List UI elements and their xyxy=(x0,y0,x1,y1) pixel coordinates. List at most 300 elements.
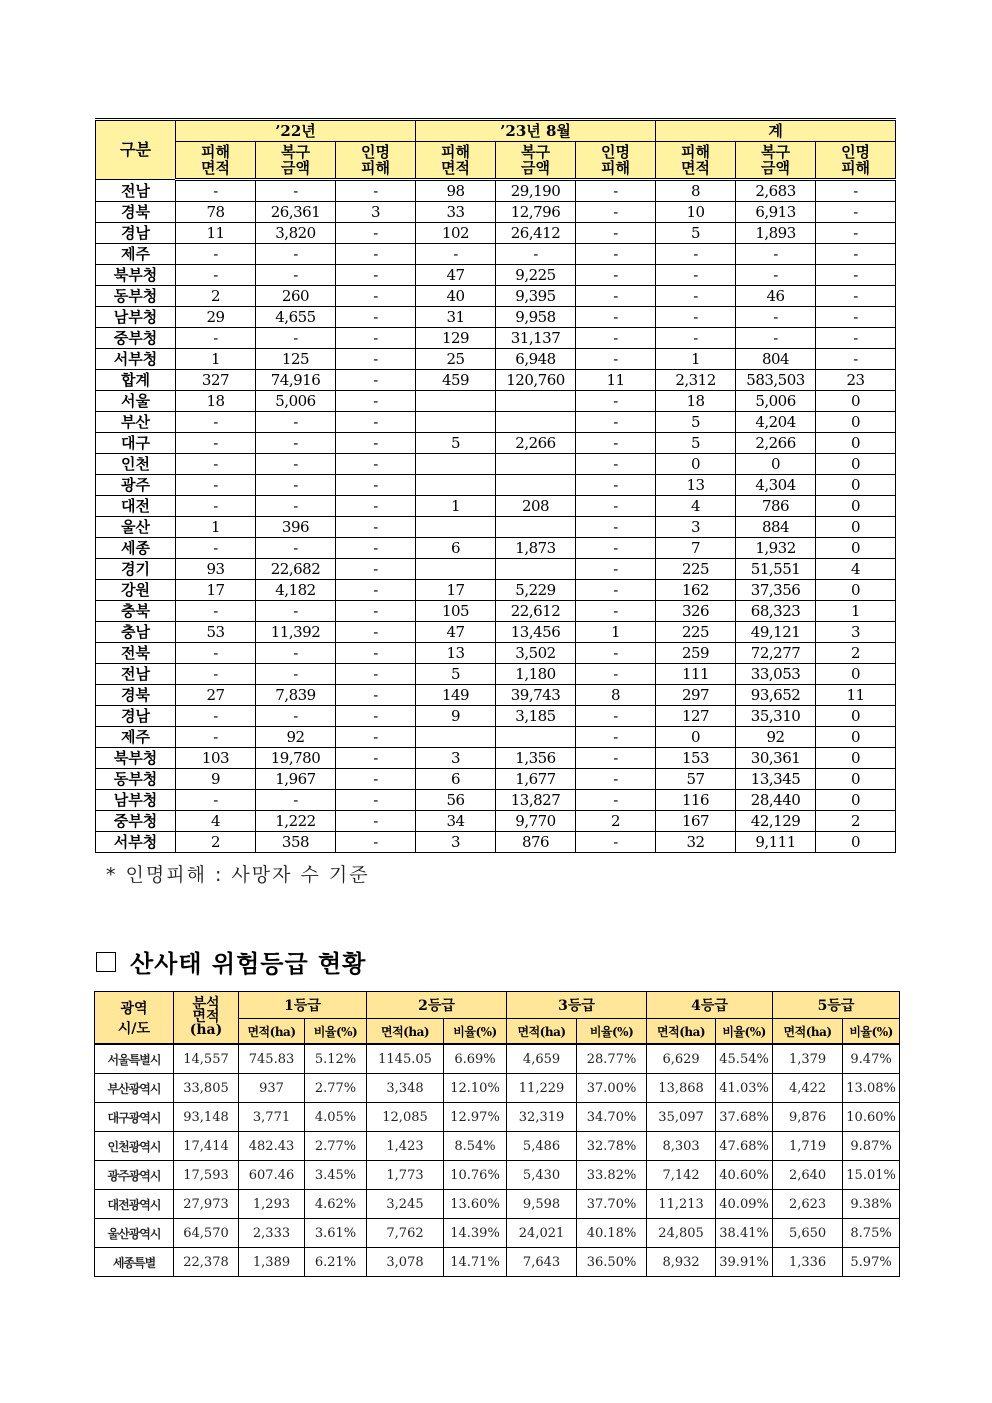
value-cell: - xyxy=(576,769,656,790)
value-cell: - xyxy=(336,685,416,706)
value-cell: 31,137 xyxy=(496,328,576,349)
value-cell: 6,913 xyxy=(736,202,816,223)
value-cell: 28,440 xyxy=(736,790,816,811)
table-row xyxy=(96,475,896,496)
grade-area-cell: 1,336 xyxy=(773,1248,843,1277)
value-cell: 4 xyxy=(656,496,736,517)
value-cell: - xyxy=(176,180,256,202)
value-cell: - xyxy=(336,180,416,202)
value-cell: 1 xyxy=(656,349,736,370)
landslide-damage-table xyxy=(95,118,896,853)
grade-area-cell: 7,142 xyxy=(647,1161,716,1190)
value-cell xyxy=(416,391,496,412)
value-cell: - xyxy=(176,496,256,517)
value-cell: 9,395 xyxy=(496,286,576,307)
grade-ratio-cell: 8.75% xyxy=(843,1219,900,1248)
value-cell: 0 xyxy=(816,790,896,811)
region-cell: 제주 xyxy=(96,244,176,265)
city-cell: 광주광역시 xyxy=(95,1161,174,1190)
value-cell: - xyxy=(256,706,336,727)
subheader-cell xyxy=(576,142,656,180)
value-cell: - xyxy=(176,727,256,748)
value-cell xyxy=(496,727,576,748)
grade-area-cell: 35,097 xyxy=(647,1103,716,1132)
subheader-line1: 복구 xyxy=(281,143,310,161)
value-cell: 26,412 xyxy=(496,223,576,244)
grade-area-cell: 1,379 xyxy=(773,1044,843,1074)
value-cell: 12,796 xyxy=(496,202,576,223)
value-cell: 260 xyxy=(256,286,336,307)
table-row xyxy=(96,244,896,265)
grade-ratio-cell: 34.70% xyxy=(577,1103,647,1132)
value-cell: 1 xyxy=(416,496,496,517)
ratio-subheader: 비율(%) xyxy=(444,1019,507,1045)
value-cell: 396 xyxy=(256,517,336,538)
value-cell: - xyxy=(256,790,336,811)
value-cell: 11 xyxy=(816,685,896,706)
value-cell: 127 xyxy=(656,706,736,727)
analysis-area-cell: 33,805 xyxy=(174,1074,239,1103)
grade-area-cell: 607.46 xyxy=(239,1161,305,1190)
value-cell: - xyxy=(336,748,416,769)
value-cell: - xyxy=(176,475,256,496)
subheader-line1: 복구 xyxy=(521,143,550,161)
value-cell: - xyxy=(336,412,416,433)
analysis-area-cell: 22,378 xyxy=(174,1248,239,1277)
value-cell: 1 xyxy=(816,601,896,622)
table-row xyxy=(96,727,896,748)
value-cell: 125 xyxy=(256,349,336,370)
subheader-line2: 금액 xyxy=(281,159,310,177)
value-cell: - xyxy=(336,622,416,643)
analysis-area-cell: 14,557 xyxy=(174,1044,239,1074)
grade-ratio-cell: 10.76% xyxy=(444,1161,507,1190)
value-cell: - xyxy=(416,244,496,265)
value-cell: 120,760 xyxy=(496,370,576,391)
table-row xyxy=(96,307,896,328)
value-cell: - xyxy=(256,643,336,664)
grade-area-cell: 24,021 xyxy=(507,1219,577,1248)
value-cell: 22,612 xyxy=(496,601,576,622)
subheader-line1: 인명 xyxy=(841,143,871,161)
value-cell: 56 xyxy=(416,790,496,811)
value-cell: - xyxy=(336,349,416,370)
region-cell: 서부청 xyxy=(96,349,176,370)
value-cell: 7 xyxy=(656,538,736,559)
value-cell: 27 xyxy=(176,685,256,706)
value-cell: 5,006 xyxy=(256,391,336,412)
grade-area-cell: 6,629 xyxy=(647,1044,716,1074)
value-cell xyxy=(416,559,496,580)
value-cell xyxy=(496,454,576,475)
region-cell: 강원 xyxy=(96,580,176,601)
region-cell: 동부청 xyxy=(96,286,176,307)
value-cell: 5,006 xyxy=(736,391,816,412)
table-row xyxy=(95,1074,900,1103)
value-cell: 1,932 xyxy=(736,538,816,559)
value-cell: 11 xyxy=(176,223,256,244)
value-cell: - xyxy=(736,244,816,265)
subheader-cell xyxy=(656,142,736,180)
value-cell: 102 xyxy=(416,223,496,244)
value-cell: - xyxy=(576,180,656,202)
value-cell: 2,683 xyxy=(736,180,816,202)
value-cell xyxy=(416,727,496,748)
grade-ratio-cell: 47.68% xyxy=(716,1132,773,1161)
grade-area-cell: 8,303 xyxy=(647,1132,716,1161)
value-cell: - xyxy=(736,307,816,328)
value-cell: 583,503 xyxy=(736,370,816,391)
value-cell: - xyxy=(176,601,256,622)
table-row xyxy=(96,601,896,622)
value-cell: - xyxy=(576,496,656,517)
value-cell: 9,225 xyxy=(496,265,576,286)
value-cell: 5 xyxy=(416,664,496,685)
value-cell: - xyxy=(576,727,656,748)
grade-area-cell: 2,640 xyxy=(773,1161,843,1190)
value-cell: 208 xyxy=(496,496,576,517)
value-cell: - xyxy=(336,832,416,853)
value-cell: 32 xyxy=(656,832,736,853)
value-cell: - xyxy=(576,559,656,580)
value-cell: - xyxy=(656,307,736,328)
subheader-line1: 인명 xyxy=(361,143,390,161)
value-cell: 1,180 xyxy=(496,664,576,685)
value-cell: - xyxy=(656,244,736,265)
area-header-line3: (ha) xyxy=(189,1022,223,1038)
grade-area-cell: 3,771 xyxy=(239,1103,305,1132)
value-cell: 2 xyxy=(816,643,896,664)
grade-area-cell: 8,932 xyxy=(647,1248,716,1277)
city-cell: 울산광역시 xyxy=(95,1219,174,1248)
value-cell: - xyxy=(576,601,656,622)
grade-area-cell: 24,805 xyxy=(647,1219,716,1248)
value-cell: - xyxy=(256,180,336,202)
table-row xyxy=(96,832,896,853)
grade-ratio-cell: 8.54% xyxy=(444,1132,507,1161)
table-row xyxy=(96,180,896,202)
region-cell: 동부청 xyxy=(96,769,176,790)
group-2022: ’22년 xyxy=(176,120,416,142)
value-cell: 47 xyxy=(416,622,496,643)
value-cell: - xyxy=(176,433,256,454)
value-cell: 37,356 xyxy=(736,580,816,601)
value-cell: 39,743 xyxy=(496,685,576,706)
analysis-area-cell: 93,148 xyxy=(174,1103,239,1132)
value-cell: - xyxy=(576,202,656,223)
value-cell: - xyxy=(336,706,416,727)
value-cell: - xyxy=(336,601,416,622)
table-row xyxy=(96,328,896,349)
value-cell: 111 xyxy=(656,664,736,685)
value-cell: - xyxy=(576,328,656,349)
value-cell: - xyxy=(576,265,656,286)
grade-area-cell: 3,245 xyxy=(367,1190,444,1219)
grade-ratio-cell: 37.68% xyxy=(716,1103,773,1132)
value-cell: 17 xyxy=(176,580,256,601)
city-cell: 인천광역시 xyxy=(95,1132,174,1161)
value-cell: - xyxy=(336,328,416,349)
grade-ratio-cell: 3.61% xyxy=(305,1219,367,1248)
total-row xyxy=(96,370,896,391)
value-cell: - xyxy=(816,349,896,370)
region-cell: 남부청 xyxy=(96,307,176,328)
region-cell: 인천 xyxy=(96,454,176,475)
value-cell: 4 xyxy=(176,811,256,832)
value-cell: 13,456 xyxy=(496,622,576,643)
table-row xyxy=(96,265,896,286)
region-cell: 경남 xyxy=(96,223,176,244)
grade-ratio-cell: 4.05% xyxy=(305,1103,367,1132)
value-cell: 93,652 xyxy=(736,685,816,706)
value-cell: - xyxy=(336,517,416,538)
region-cell: 부산 xyxy=(96,412,176,433)
value-cell: - xyxy=(336,286,416,307)
value-cell: - xyxy=(816,180,896,202)
value-cell: 35,310 xyxy=(736,706,816,727)
grade-ratio-cell: 13.08% xyxy=(843,1074,900,1103)
table-row xyxy=(96,811,896,832)
subheader-line2: 면적 xyxy=(441,159,470,177)
damage-header-row-sub xyxy=(96,142,896,180)
table-row xyxy=(96,517,896,538)
grade-area-cell: 5,430 xyxy=(507,1161,577,1190)
value-cell: 105 xyxy=(416,601,496,622)
grade-1-header: 1등급 xyxy=(239,992,367,1019)
value-cell xyxy=(416,475,496,496)
grade-ratio-cell: 36.50% xyxy=(577,1248,647,1277)
value-cell: 162 xyxy=(656,580,736,601)
grade-area-cell: 3,078 xyxy=(367,1248,444,1277)
value-cell: - xyxy=(576,244,656,265)
table-row xyxy=(96,706,896,727)
value-cell xyxy=(496,412,576,433)
grade-ratio-cell: 12.97% xyxy=(444,1103,507,1132)
value-cell: - xyxy=(576,349,656,370)
value-cell: - xyxy=(176,706,256,727)
value-cell: - xyxy=(256,601,336,622)
value-cell: - xyxy=(576,412,656,433)
value-cell: 4 xyxy=(816,559,896,580)
value-cell: 9,958 xyxy=(496,307,576,328)
value-cell: - xyxy=(256,454,336,475)
value-cell xyxy=(416,454,496,475)
subheader-cell xyxy=(416,142,496,180)
grade-ratio-cell: 9.87% xyxy=(843,1132,900,1161)
value-cell: 72,277 xyxy=(736,643,816,664)
grade-ratio-cell: 41.03% xyxy=(716,1074,773,1103)
region-cell: 경북 xyxy=(96,685,176,706)
value-cell: 1,873 xyxy=(496,538,576,559)
value-cell: 47 xyxy=(416,265,496,286)
subheader-line2: 금액 xyxy=(761,159,791,177)
value-cell: 259 xyxy=(656,643,736,664)
grade-4-header: 4등급 xyxy=(647,992,773,1019)
value-cell xyxy=(416,517,496,538)
value-cell: 3 xyxy=(416,748,496,769)
table-row xyxy=(96,496,896,517)
grade-area-cell: 12,085 xyxy=(367,1103,444,1132)
value-cell: 0 xyxy=(816,433,896,454)
region-cell: 충남 xyxy=(96,622,176,643)
subheader-line2: 피해 xyxy=(841,159,871,177)
grade-ratio-cell: 32.78% xyxy=(577,1132,647,1161)
region-cell: 합계 xyxy=(96,370,176,391)
table-row xyxy=(96,286,896,307)
value-cell: 42,129 xyxy=(736,811,816,832)
value-cell: 92 xyxy=(736,727,816,748)
value-cell: 11 xyxy=(576,370,656,391)
value-cell xyxy=(496,559,576,580)
value-cell: - xyxy=(576,517,656,538)
region-cell: 울산 xyxy=(96,517,176,538)
value-cell: 40 xyxy=(416,286,496,307)
value-cell: - xyxy=(336,580,416,601)
value-cell: - xyxy=(336,727,416,748)
group-total: 계 xyxy=(656,120,896,142)
value-cell: - xyxy=(256,475,336,496)
value-cell: 13,827 xyxy=(496,790,576,811)
table-row xyxy=(95,1161,900,1190)
value-cell: 33 xyxy=(416,202,496,223)
value-cell: - xyxy=(656,328,736,349)
damage-header-row-groups xyxy=(96,120,896,142)
value-cell: - xyxy=(576,307,656,328)
value-cell: 26,361 xyxy=(256,202,336,223)
value-cell: 1,222 xyxy=(256,811,336,832)
value-cell: 0 xyxy=(816,832,896,853)
grade-ratio-cell: 13.60% xyxy=(444,1190,507,1219)
subheader-line1: 피해 xyxy=(681,143,711,161)
grade-ratio-cell: 40.09% xyxy=(716,1190,773,1219)
value-cell: - xyxy=(336,223,416,244)
value-cell: 116 xyxy=(656,790,736,811)
region-cell: 경북 xyxy=(96,202,176,223)
value-cell: - xyxy=(816,244,896,265)
region-cell: 북부청 xyxy=(96,748,176,769)
grade-ratio-cell: 9.47% xyxy=(843,1044,900,1074)
value-cell: - xyxy=(336,664,416,685)
table-row xyxy=(95,1044,900,1074)
city-cell: 서울특별시 xyxy=(95,1044,174,1074)
value-cell: - xyxy=(176,454,256,475)
value-cell: 0 xyxy=(816,517,896,538)
value-cell: 19,780 xyxy=(256,748,336,769)
grade-ratio-cell: 3.45% xyxy=(305,1161,367,1190)
value-cell: 74,916 xyxy=(256,370,336,391)
area-subheader: 면적(ha) xyxy=(507,1019,577,1045)
value-cell: 3 xyxy=(816,622,896,643)
value-cell: 8 xyxy=(576,685,656,706)
value-cell: - xyxy=(336,370,416,391)
grade-ratio-cell: 2.77% xyxy=(305,1074,367,1103)
value-cell xyxy=(496,517,576,538)
grade-ratio-cell: 40.60% xyxy=(716,1161,773,1190)
grade-ratio-cell: 40.18% xyxy=(577,1219,647,1248)
grade-area-cell: 1,389 xyxy=(239,1248,305,1277)
table-row xyxy=(96,622,896,643)
region-cell: 중부청 xyxy=(96,328,176,349)
landslide-risk-grade-table xyxy=(94,991,900,1277)
value-cell: 0 xyxy=(816,748,896,769)
value-cell: 18 xyxy=(176,391,256,412)
grade-area-cell: 1,423 xyxy=(367,1132,444,1161)
city-cell: 대구광역시 xyxy=(95,1103,174,1132)
value-cell: 5 xyxy=(416,433,496,454)
value-cell: - xyxy=(576,706,656,727)
value-cell: 1 xyxy=(176,517,256,538)
value-cell: 13 xyxy=(656,475,736,496)
region-cell: 중부청 xyxy=(96,811,176,832)
value-cell: 103 xyxy=(176,748,256,769)
region-cell: 세종 xyxy=(96,538,176,559)
grade-area-cell: 11,213 xyxy=(647,1190,716,1219)
value-cell: 51,551 xyxy=(736,559,816,580)
value-cell: 9,770 xyxy=(496,811,576,832)
value-cell: - xyxy=(336,391,416,412)
value-cell: - xyxy=(816,328,896,349)
value-cell: 2 xyxy=(176,286,256,307)
value-cell: 4,304 xyxy=(736,475,816,496)
value-cell: 0 xyxy=(816,664,896,685)
value-cell: - xyxy=(576,664,656,685)
grade-area-cell: 2,333 xyxy=(239,1219,305,1248)
damage-table-top-body xyxy=(96,180,896,370)
value-cell: 11,392 xyxy=(256,622,336,643)
value-cell: 46 xyxy=(736,286,816,307)
value-cell: 2 xyxy=(816,811,896,832)
region-cell: 서부청 xyxy=(96,832,176,853)
value-cell: 0 xyxy=(816,475,896,496)
region-header xyxy=(95,992,174,1045)
grade-ratio-cell: 4.62% xyxy=(305,1190,367,1219)
grade-ratio-cell: 14.39% xyxy=(444,1219,507,1248)
value-cell: - xyxy=(816,307,896,328)
value-cell: 3,820 xyxy=(256,223,336,244)
value-cell xyxy=(496,475,576,496)
value-cell: 225 xyxy=(656,622,736,643)
grade-2-header: 2등급 xyxy=(367,992,507,1019)
value-cell: 129 xyxy=(416,328,496,349)
grade-ratio-cell: 9.38% xyxy=(843,1190,900,1219)
value-cell: - xyxy=(176,538,256,559)
value-cell: - xyxy=(256,244,336,265)
value-cell: 30,361 xyxy=(736,748,816,769)
grade-ratio-cell: 33.82% xyxy=(577,1161,647,1190)
table-row xyxy=(95,1248,900,1277)
analysis-area-header xyxy=(174,992,239,1045)
value-cell: 1,967 xyxy=(256,769,336,790)
footnote: * 인명피해 : 사망자 수 기준 xyxy=(106,864,370,886)
value-cell: 8 xyxy=(656,180,736,202)
value-cell: 3 xyxy=(336,202,416,223)
value-cell: 4,655 xyxy=(256,307,336,328)
value-cell: 0 xyxy=(816,769,896,790)
region-header-line1: 광역 xyxy=(120,1000,148,1017)
value-cell: 9 xyxy=(416,706,496,727)
region-header-line2: 시/도 xyxy=(117,1020,151,1037)
damage-table-body xyxy=(96,370,896,853)
value-cell: 25 xyxy=(416,349,496,370)
value-cell: 23 xyxy=(816,370,896,391)
value-cell: 17 xyxy=(416,580,496,601)
value-cell: 358 xyxy=(256,832,336,853)
table-row xyxy=(96,769,896,790)
value-cell: 0 xyxy=(816,538,896,559)
table-row xyxy=(96,643,896,664)
value-cell: 876 xyxy=(496,832,576,853)
table-row xyxy=(96,454,896,475)
